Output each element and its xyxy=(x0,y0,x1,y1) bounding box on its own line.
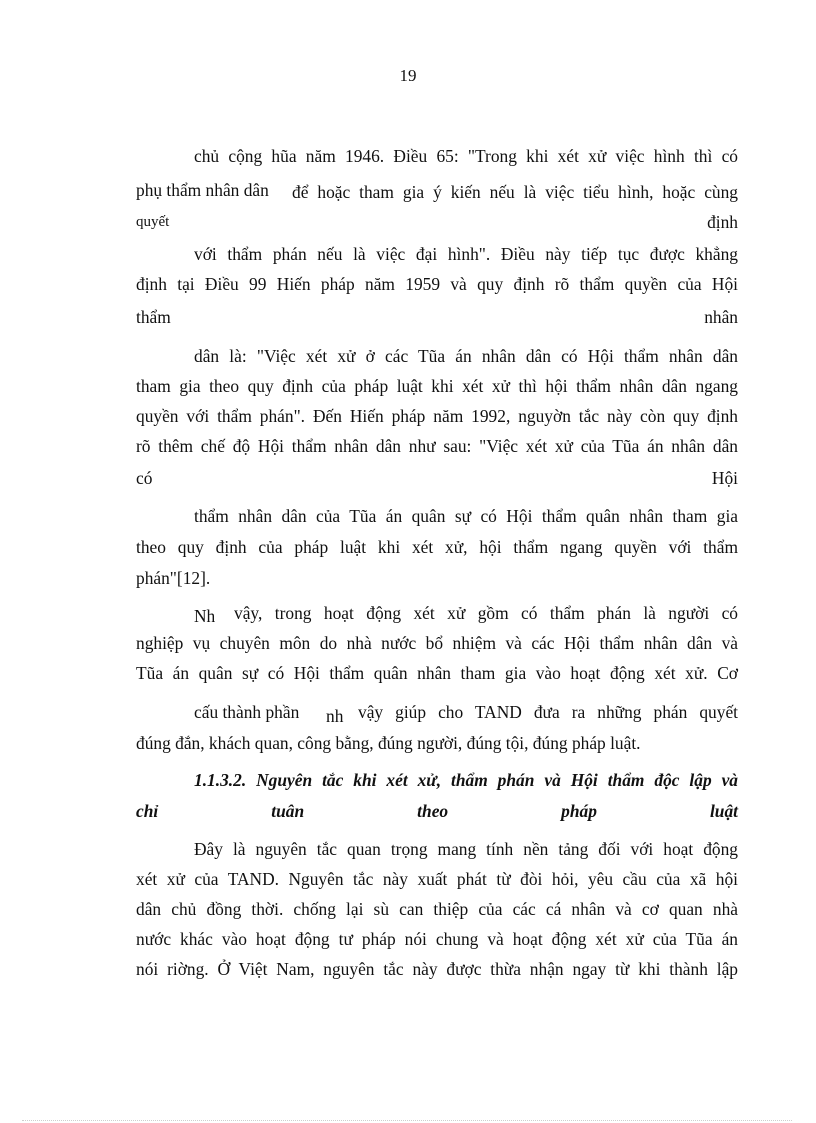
text-line: cấu thành phần xyxy=(194,702,300,722)
text-line: định tại Điều 99 Hiến pháp năm 1959 và quy định rõ thẩm quyền của Hội xyxy=(136,274,738,294)
text-line: vậy giúp cho TAND đưa ra những phán quyết xyxy=(358,702,738,722)
text-line: nghiệp vụ chuyên môn do nhà nước bổ nhiệm và các Hội thẩm nhân dân và xyxy=(136,633,738,653)
text-line: dân là: "Việc xét xử ở các Tũa án nhân dân có Hội thẩm nhân dân xyxy=(194,346,738,366)
text-line: nước khác vào hoạt động tư pháp nói chung và hoạt động xét xử của Tũa án xyxy=(136,929,738,949)
text-line: Đây là nguyên tắc quan trọng mang tính nền tảng đối với hoạt động xyxy=(194,839,738,859)
text-line: để hoặc tham gia ý kiến nếu là việc tiểu hình, hoặc cùng xyxy=(292,182,738,202)
text-line: Hội xyxy=(711,468,738,488)
text-line: với thẩm phán nếu là việc đại hình". Điều này tiếp tục được khẳng xyxy=(194,244,738,264)
text-line: thẩm xyxy=(136,307,171,327)
text-line: vậy, trong hoạt động xét xử gồm có thẩm phán là người có xyxy=(234,603,738,623)
text-line: Nh xyxy=(194,606,216,626)
text-line: nói riờng. Ở Việt Nam, nguyên tắc này được thừa nhận ngay từ khi thành lập xyxy=(136,959,738,979)
text-line: rõ thêm chế độ Hội thẩm nhân dân như sau: "Việc xét xử của Tũa án nhân dân xyxy=(136,436,738,456)
page-number: 19 xyxy=(399,66,417,85)
text-line: chủ cộng hũa năm 1946. Điều 65: "Trong khi xét xử việc hình thì có xyxy=(194,146,738,166)
section-heading: chỉ tuân theo pháp luật xyxy=(136,801,738,821)
text-line: phụ thẩm nhân dân xyxy=(136,180,269,200)
text-line: định xyxy=(707,212,738,232)
text-line: nh xyxy=(326,706,344,726)
text-line: thẩm nhân dân của Tũa án quân sự có Hội thẩm quân nhân tham gia xyxy=(194,506,738,526)
text-line: xét xử của TAND. Nguyên tắc này xuất phát từ đòi hỏi, yêu cầu của xã hội xyxy=(136,869,738,889)
text-line: Tũa án quân sự có Hội thẩm quân nhân tham gia vào hoạt động xét xử. Cơ xyxy=(136,663,738,683)
text-line: có xyxy=(136,468,153,488)
page-bottom-rule xyxy=(22,1120,792,1121)
section-heading: 1.1.3.2. Nguyên tắc khi xét xử, thẩm phán và Hội thẩm độc lập và xyxy=(194,770,738,790)
text-line: dân chủ đồng thời. chống lại sù can thiệp của các cá nhân và cơ quan nhà xyxy=(136,899,738,919)
text-line: quyền với thẩm phán". Đến Hiến pháp năm 1992, nguyờn tắc này còn quy định xyxy=(136,406,738,426)
text-line: phán"[12]. xyxy=(136,568,211,588)
text-line: quyết xyxy=(136,214,170,230)
text-line: tham gia theo quy định của pháp luật khi xét xử thì hội thẩm nhân dân ngang xyxy=(136,376,738,396)
text-line: nhân xyxy=(704,307,738,327)
text-line: đúng đắn, khách quan, công bằng, đúng người, đúng tội, đúng pháp luật. xyxy=(136,733,641,753)
text-line: theo quy định của pháp luật khi xét xử, hội thẩm ngang quyền với thẩm xyxy=(136,537,738,557)
